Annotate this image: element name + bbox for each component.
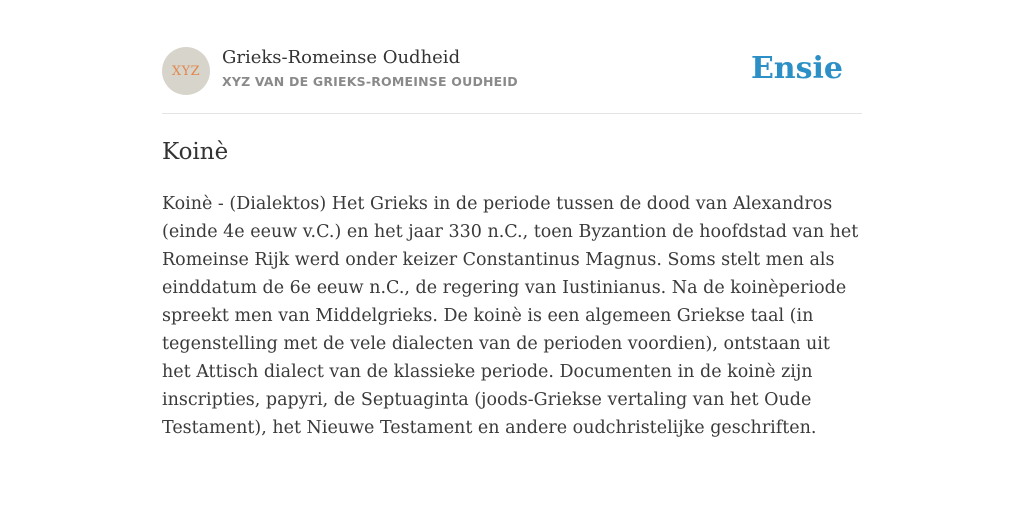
site-title[interactable]: Grieks-Romeinse Oudheid bbox=[222, 47, 461, 68]
avatar[interactable] bbox=[162, 47, 210, 95]
avatar-label: XYZ bbox=[171, 63, 201, 79]
header-divider bbox=[162, 113, 862, 114]
article-body: Koinè - (Dialektos) Het Grieks in de periode tussen de dood van Alexandros (einde 4e eeuw v.C.) en het jaar 330 n.C., toen Byzantion de hoofdstad van het Romeinse Rijk werd onder keizer Constantinus Magnus. Soms stelt men als einddatum de 6e eeuw n.C., de regering van Iustinianus. Na de koinèperiode spreekt men van Middelgrieks. De koinè is een algemeen Griekse taal (in tegenstelling met de vele dialecten van de perioden voordien), ontstaan uit het Attisch dialect van de klassieke periode. Documenten in de koinè zijn inscripties, papyri, de Septuaginta (joods-Griekse vertaling van het Oude Testament), het Nieuwe Testament en andere oudchristelijke geschriften. bbox=[162, 194, 859, 438]
header bbox=[162, 46, 862, 96]
article-title: Koinè bbox=[162, 139, 229, 165]
site-subtitle: XYZ VAN DE GRIEKS-ROMEINSE OUDHEID bbox=[222, 74, 518, 89]
ensie-logo[interactable]: Ensie bbox=[750, 51, 843, 86]
